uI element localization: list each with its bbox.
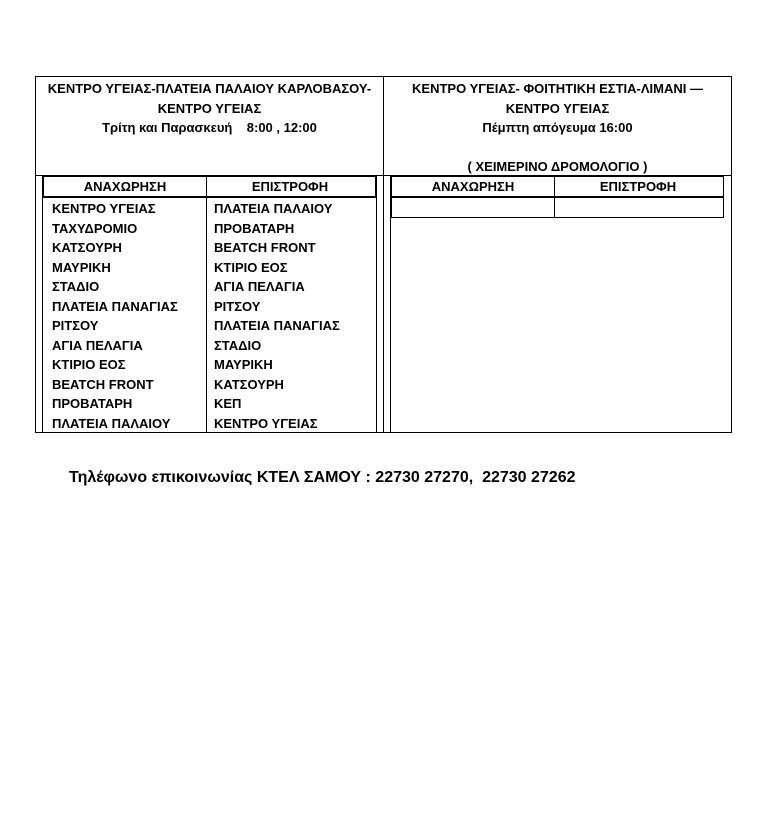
- list-item: ΑΓΙΑ ΠΕΛΑΓΙΑ: [52, 337, 143, 353]
- right-route-season-note: ( ΧΕΙΜΕΡΙΝΟ ΔΡΟΜΟΛΟΓΙΟ ): [467, 158, 648, 174]
- list-item: ΡΙΤΣΟΥ: [214, 298, 261, 314]
- right-route-schedule: Πέμπτη απόγευμα 16:00: [482, 120, 633, 135]
- list-item: ΠΡΟΒΑΤΑΡΗ: [52, 396, 133, 411]
- list-item: ΠΛΑΤΕΙΑ ΠΑΛΑΙΟΥ: [52, 415, 171, 431]
- list-item: ΜΑΥΡΙΚΗ: [214, 357, 273, 372]
- list-item: ΚΤΙΡΙΟ ΕΟΣ: [52, 357, 126, 372]
- list-item: ΚΕΝΤΡΟ ΥΓΕΙΑΣ: [52, 201, 156, 216]
- contact-phone-text: Τηλέφωνο επικοινωνίας ΚΤΕΛ ΣΑΜΟΥ : 22730 27270, 22730 27262: [69, 469, 576, 486]
- schedule-table: [35, 76, 732, 433]
- right-route-column: [384, 77, 731, 432]
- list-item: ΠΛΑΤΕΙΑ ΠΑΝΑΓΙΑΣ: [52, 298, 178, 314]
- list-item: ΠΛΑΤΕΙΑ ΠΑΝΑΓΙΑΣ: [214, 318, 340, 333]
- left-route-schedule: Τρίτη και Παρασκευή 8:00 , 12:00: [102, 120, 317, 135]
- left-route-title-line2: ΚΕΝΤΡΟ ΥΓΕΙΑΣ: [157, 100, 262, 116]
- right-route-title-line1: ΚΕΝΤΡΟ ΥΓΕΙΑΣ- ΦΟΙΤΗΤΙΚΗ ΕΣΤΙΑ-ΛΙΜΑΝΙ —: [412, 81, 703, 96]
- list-item: ΠΡΟΒΑΤΑΡΗ: [214, 220, 295, 236]
- list-item: ΚΕΝΤΡΟ ΥΓΕΙΑΣ: [214, 415, 318, 431]
- left-route-header: [36, 77, 383, 175]
- list-item: ΚΑΤΣΟΥΡΗ: [52, 240, 122, 255]
- list-item: ΣΤΑΔΙΟ: [214, 337, 262, 353]
- left-departure-stops: [52, 199, 178, 433]
- left-route-column-headers: [43, 176, 376, 198]
- left-return-header: ΕΠΙΣΤΡΟΦΗ: [251, 179, 329, 194]
- list-item: ΤΑΧΥΔΡΟΜΙΟ: [52, 220, 138, 236]
- list-item: ΚΑΤΣΟΥΡΗ: [214, 376, 284, 392]
- list-item: ΑΓΙΑ ΠΕΛΑΓΙΑ: [214, 279, 305, 294]
- right-route-timetable: [384, 175, 731, 432]
- left-route-title-line1: ΚΕΝΤΡΟ ΥΓΕΙΑΣ-ΠΛΑΤΕΙΑ ΠΑΛΑΙΟΥ ΚΑΡΛΟΒΑΣΟΥ-: [47, 81, 372, 96]
- list-item: BEATCH FRONT: [52, 376, 154, 392]
- left-departure-header: ΑΝΑΧΩΡΗΣΗ: [44, 177, 207, 196]
- list-item: ΚΤΙΡΙΟ ΕΟΣ: [214, 259, 288, 275]
- right-route-title-line2: ΚΕΝΤΡΟ ΥΓΕΙΑΣ: [505, 100, 610, 116]
- left-route-column: [36, 77, 384, 432]
- right-route-header: [384, 77, 731, 175]
- list-item: BEATCH FRONT: [214, 240, 316, 255]
- right-departure-header: ΑΝΑΧΩΡΗΣΗ: [392, 177, 555, 196]
- list-item: ΚΕΠ: [214, 396, 242, 411]
- list-item: ΡΙΤΣΟΥ: [52, 318, 99, 333]
- left-route-timetable: [36, 175, 383, 432]
- right-return-header: ΕΠΙΣΤΡΟΦΗ: [599, 179, 677, 194]
- list-item: ΠΛΑΤΕΙΑ ΠΑΛΑΙΟΥ: [214, 201, 333, 216]
- left-return-stops: [214, 199, 340, 433]
- right-route-column-headers: [391, 176, 724, 198]
- list-item: ΜΑΥΡΙΚΗ: [52, 259, 111, 275]
- list-item: ΣΤΑΔΙΟ: [52, 279, 100, 294]
- right-route-empty-row: [391, 198, 724, 218]
